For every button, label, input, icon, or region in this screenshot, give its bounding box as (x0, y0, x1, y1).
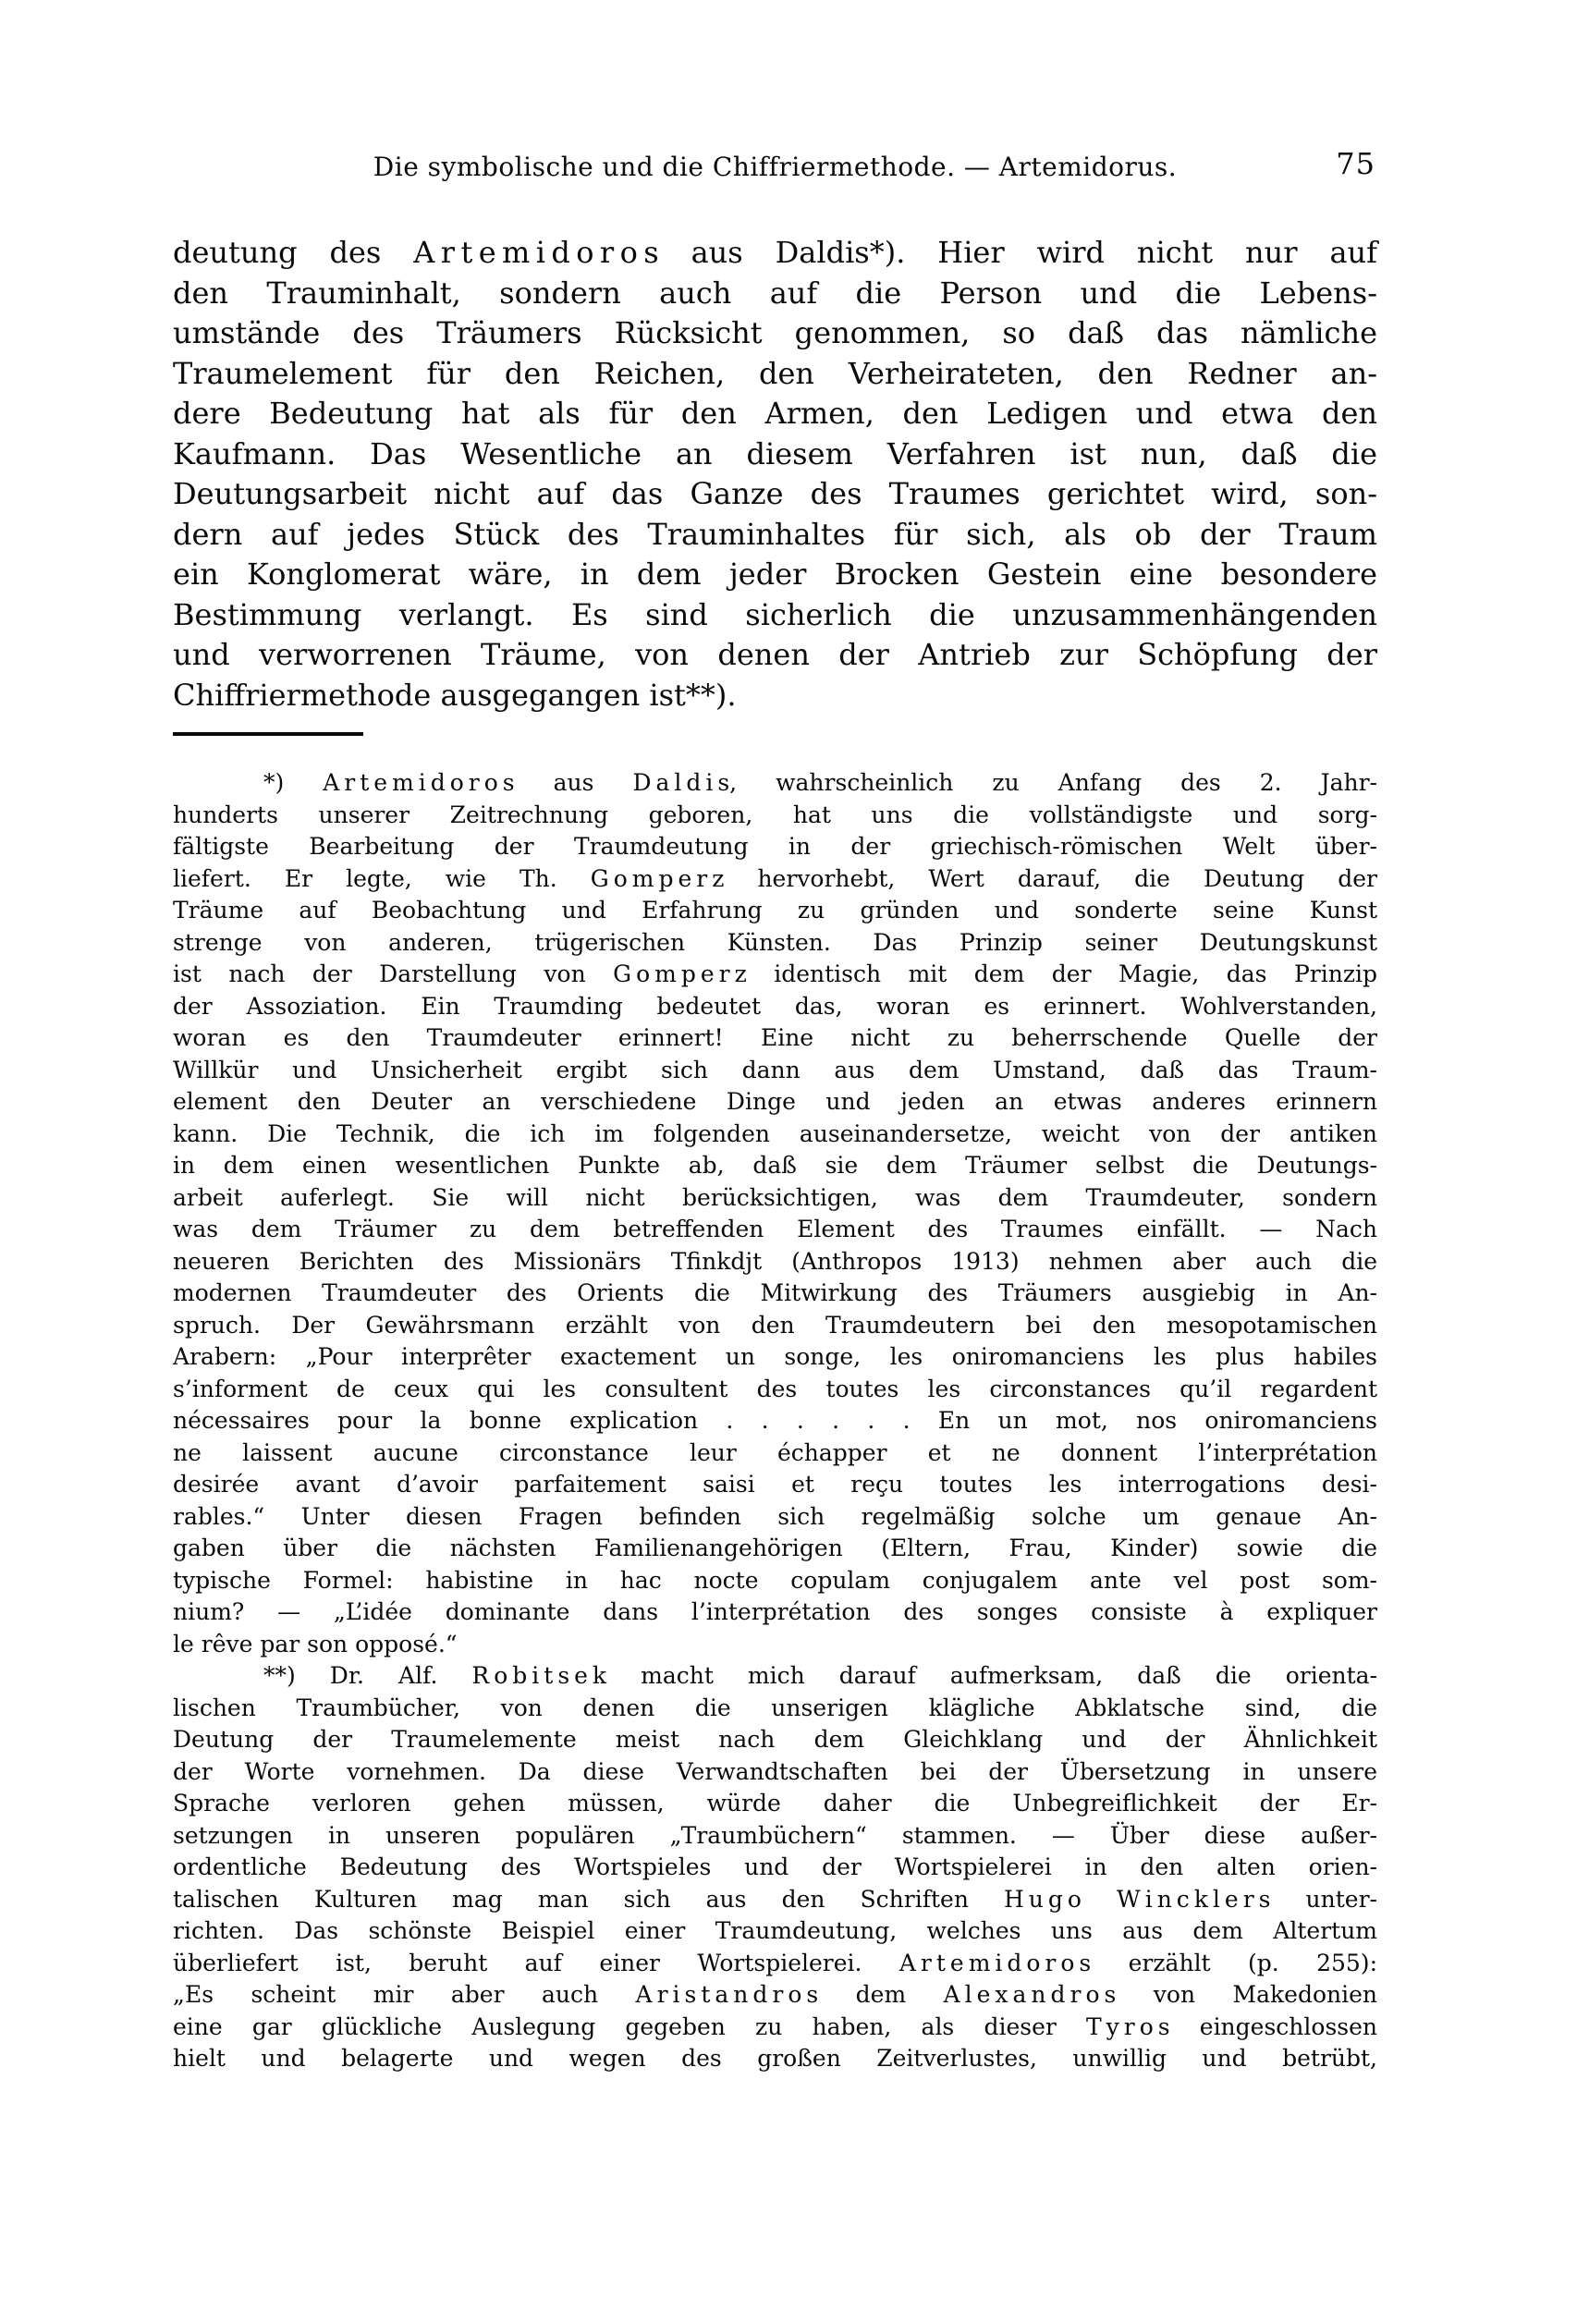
text-line: in dem einen wesentlichen Punkte ab, daß sie dem Träumer selbst die Deutungs- (173, 1152, 1377, 1179)
text-line: rables.“ Unter diesen Fragen befinden sich regelmäßig solche um genaue An- (173, 1502, 1377, 1530)
text-line: liefert. Er legte, wie Th. G o m p e r z hervorhebt, Wert darauf, die Deutung der (173, 864, 1377, 892)
text-line: *) A r t e m i d o r o s aus D a l d i s, wahrscheinlich zu Anfang des 2. Jahr- (263, 769, 1377, 796)
text-line: was dem Träumer zu dem betreffenden Element des Traumes einfällt. — Nach (173, 1216, 1377, 1242)
text-line: nécessaires pour la bonne explication . . . . . . En un mot, nos oniromanciens (173, 1407, 1377, 1434)
text-line: „Es scheint mir aber auch A r i s t a n d r o s dem A l e x a n d r o s von Makedonien (173, 1981, 1377, 2008)
text-line: woran es den Traumdeuter erinnert! Eine nicht zu beherrschende Quelle der (173, 1024, 1377, 1051)
text-line: lischen Traumbücher, von denen die unserigen klägliche Abklatsche sind, die (173, 1694, 1377, 1721)
text-line: strenge von anderen, trügerischen Künsten. Das Prinzip seiner Deutungskunst (173, 928, 1377, 956)
text-line: Sprache verloren gehen müssen, würde daher die Unbegreiflichkeit der Er- (173, 1790, 1377, 1816)
text-line: Arabern: „Pour interprêter exactement un songe, les oniromanciens les plus habiles (173, 1343, 1377, 1370)
text-line: Willkür und Unsicherheit ergibt sich dann aus dem Umstand, daß das Traum- (173, 1056, 1377, 1083)
text-line: der Assoziation. Ein Traumding bedeutet das, woran es erinnert. Wohlverstanden, (173, 992, 1377, 1020)
text-line: deutung des A r t e m i d o r o s aus Daldis*). Hier wird nicht nur auf (173, 235, 1377, 270)
text-line: ordentliche Bedeutung des Wortspieles und der Wortspielerei in den alten orien- (173, 1853, 1377, 1880)
main-paragraph (173, 233, 1377, 716)
text-line: Deutung der Traumelemente meist nach dem Gleichklang und der Ähnlichkeit (173, 1726, 1377, 1753)
text-line: kann. Die Technik, die ich im folgenden auseinandersetze, weicht von der antiken (173, 1119, 1377, 1147)
text-line: ne laissent aucune circonstance leur échapper et ne donnent l’interprétation (173, 1438, 1377, 1466)
text-line: fältigste Bearbeitung der Traumdeutung in der griechisch-römischen Welt über- (173, 833, 1377, 860)
text-line: le rêve par son opposé.“ (173, 1630, 458, 1657)
text-line: Bestimmung verlangt. Es sind sicherlich die unzusammenhängenden (173, 596, 1377, 632)
text-line: eine gar glückliche Auslegung gegeben zu haben, als dieser T y r o s eingeschlossen (173, 2012, 1377, 2040)
text-line: element den Deuter an verschiedene Dinge und jeden an etwas anderes erinnern (173, 1088, 1377, 1115)
text-line: richten. Das schönste Beispiel einer Traumdeutung, welches uns aus dem Altertum (173, 1917, 1377, 1944)
text-line: Traumelement für den Reichen, den Verheirateten, den Redner an- (173, 355, 1377, 391)
footnote-double-asterisk (173, 1660, 1377, 2075)
text-line: neueren Berichten des Missionärs Tfinkdjt (Anthropos 1913) nehmen aber auch die (173, 1247, 1377, 1275)
text-line: setzungen in unseren populären „Traumbüchern“ stammen. — Über diese außer- (173, 1821, 1377, 1849)
text-line: ein Konglomerat wäre, in dem jeder Brocken Gestein eine besondere (173, 557, 1377, 592)
text-line: spruch. Der Gewährsmann erzählt von den Traumdeutern bei den mesopotamischen (173, 1311, 1377, 1339)
text-line: ist nach der Darstellung von G o m p e r z identisch mit dem der Magie, das Prinzip (173, 960, 1377, 987)
text-line: talischen Kulturen mag man sich aus den Schriften H u g o W i n c k l e r s unter- (173, 1885, 1377, 1913)
text-line: hunderts unserer Zeitrechnung geboren, hat uns die vollständigste und sorg- (173, 801, 1377, 828)
footnote-asterisk (173, 767, 1377, 1660)
text-line: überliefert ist, beruht auf einer Wortspielerei. A r t e m i d o r o s erzählt (p. 255): (173, 1949, 1377, 1976)
text-line: typische Formel: habistine in hac nocte copulam conjugalem ante vel post som- (173, 1566, 1377, 1594)
text-line: gaben über die nächsten Familienangehörigen (Eltern, Frau, Kinder) sowie die (173, 1535, 1377, 1561)
text-line: nium? — „L’idée dominante dans l’interprétation des songes consiste à expliquer (173, 1598, 1377, 1625)
page-header (173, 146, 1377, 185)
footnote-separator (173, 732, 363, 736)
text-line: Deutungsarbeit nicht auf das Ganze des Traumes gerichtet wird, son- (173, 476, 1377, 511)
text-line: umstände des Träumers Rücksicht genommen, so daß das nämliche (173, 315, 1377, 350)
book-page (173, 0, 1377, 2075)
text-line: und verworrenen Träume, von denen der Antrieb zur Schöpfung der (173, 637, 1377, 672)
text-line: der Worte vornehmen. Da diese Verwandtschaften bei der Übersetzung in unsere (173, 1757, 1377, 1785)
page-number: 75 (1336, 146, 1375, 181)
text-line: s’informent de ceux qui les consultent des toutes les circonstances qu’il regardent (173, 1375, 1377, 1402)
text-line: hielt und belagerte und wegen des großen Zeitverlustes, unwillig und betrübt, (173, 2045, 1377, 2072)
text-line: Kaufmann. Das Wesentliche an diesem Verfahren ist nun, daß die (173, 435, 1377, 471)
text-line: dere Bedeutung hat als für den Armen, den Ledigen und etwa den (173, 396, 1377, 431)
text-line: den Trauminhalt, sondern auch auf die Person und die Lebens- (173, 275, 1377, 311)
text-line: Träume auf Beobachtung und Erfahrung zu gründen und sonderte seine Kunst (173, 897, 1377, 923)
text-line: Chiffriermethode ausgegangen ist**). (173, 677, 737, 713)
text-line: arbeit auferlegt. Sie will nicht berücksichtigen, was dem Traumdeuter, sondern (173, 1183, 1377, 1211)
running-title: Die symbolische und die Chiffriermethode. — Artemidorus. (373, 152, 1178, 182)
text-line: desirée avant d’avoir parfaitement saisi et reçu toutes les interrogations desi- (173, 1471, 1377, 1498)
text-line: modernen Traumdeuter des Orients die Mitwirkung des Träumers ausgiebig in An- (173, 1279, 1377, 1306)
text-line: dern auf jedes Stück des Trauminhaltes für sich, als ob der Traum (173, 516, 1377, 552)
text-line: **) Dr. Alf. R o b i t s e k macht mich darauf aufmerksam, daß die orienta- (263, 1662, 1377, 1689)
